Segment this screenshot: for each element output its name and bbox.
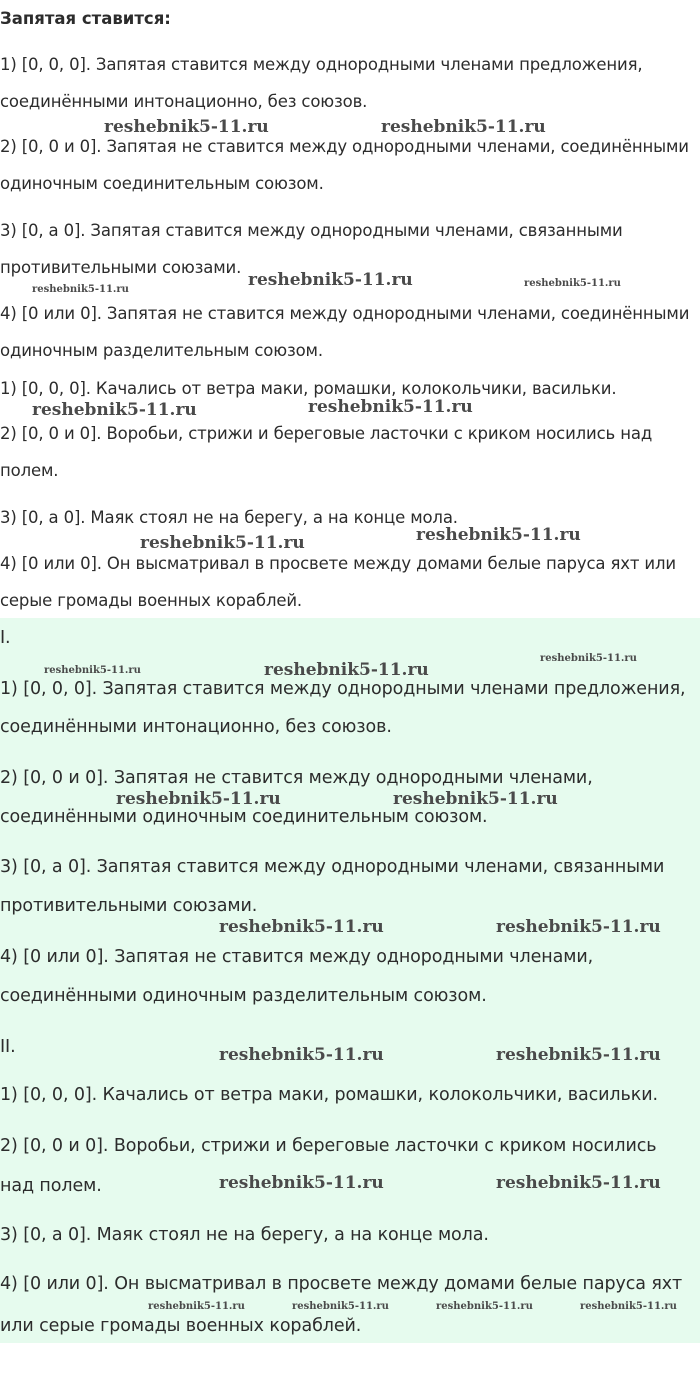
watermark: reshebnik5-11.ru <box>416 525 581 545</box>
rule-3-line-2: противительными союзами. <box>0 258 242 277</box>
watermark: reshebnik5-11.ru <box>148 1301 245 1312</box>
watermark: reshebnik5-11.ru <box>219 917 384 937</box>
watermark: reshebnik5-11.ru <box>393 789 558 809</box>
heading: Запятая ставится: <box>0 9 171 28</box>
answer-rule-3-line-2: противительными союзами. <box>0 896 258 916</box>
watermark: reshebnik5-11.ru <box>524 278 621 289</box>
watermark: reshebnik5-11.ru <box>381 117 546 137</box>
rule-2-line-1: 2) [0, 0 и 0]. Запятая не ставится между однородными членами, соединёнными <box>0 137 689 156</box>
answer-example-4-line-2: или серые громады военных кораблей. <box>0 1316 362 1336</box>
watermark: reshebnik5-11.ru <box>540 653 637 664</box>
answer-rule-1-line-1: 1) [0, 0, 0]. Запятая ставится между однородными членами предложения, <box>0 679 686 699</box>
answer-example-4-line-1: 4) [0 или 0]. Он высматривал в просвете между домами белые паруса яхт <box>0 1274 683 1294</box>
watermark: reshebnik5-11.ru <box>104 117 269 137</box>
watermark: reshebnik5-11.ru <box>436 1301 533 1312</box>
answer-rule-3-line-1: 3) [0, а 0]. Запятая ставится между однородными членами, связанными <box>0 857 665 877</box>
example-2-line-2: полем. <box>0 461 59 480</box>
watermark: reshebnik5-11.ru <box>32 400 197 420</box>
answer-rule-2-line-1: 2) [0, 0 и 0]. Запятая не ставится между однородными членами, <box>0 768 593 788</box>
watermark: reshebnik5-11.ru <box>219 1173 384 1193</box>
rule-3-line-1: 3) [0, а 0]. Запятая ставится между однородными членами, связанными <box>0 221 623 240</box>
answer-rule-2-line-2: соединёнными одиночным соединительным союзом. <box>0 807 488 827</box>
rule-1-line-1: 1) [0, 0, 0]. Запятая ставится между однородными членами предложения, <box>0 55 643 74</box>
example-3-line-1: 3) [0, а 0]. Маяк стоял не на берегу, а на конце мола. <box>0 508 458 527</box>
answer-rule-1-line-2: соединёнными интонационно, без союзов. <box>0 717 392 737</box>
watermark: reshebnik5-11.ru <box>308 397 473 417</box>
answer-example-3-line-1: 3) [0, а 0]. Маяк стоял не на берегу, а на конце мола. <box>0 1225 489 1245</box>
example-4-line-2: серые громады военных кораблей. <box>0 591 303 610</box>
watermark: reshebnik5-11.ru <box>248 270 413 290</box>
answer-rule-4-line-1: 4) [0 или 0]. Запятая не ставится между однородными членами, <box>0 947 594 967</box>
watermark: reshebnik5-11.ru <box>496 1045 661 1065</box>
watermark: reshebnik5-11.ru <box>44 665 141 676</box>
watermark: reshebnik5-11.ru <box>219 1045 384 1065</box>
answer-example-2-line-1: 2) [0, 0 и 0]. Воробьи, стрижи и береговые ласточки с криком носились <box>0 1136 657 1156</box>
section-label-ii: II. <box>0 1037 16 1057</box>
section-label-i: I. <box>0 628 11 648</box>
watermark: reshebnik5-11.ru <box>140 533 305 553</box>
watermark: reshebnik5-11.ru <box>264 660 429 680</box>
watermark: reshebnik5-11.ru <box>32 284 129 295</box>
watermark: reshebnik5-11.ru <box>580 1301 677 1312</box>
watermark: reshebnik5-11.ru <box>496 917 661 937</box>
watermark: reshebnik5-11.ru <box>292 1301 389 1312</box>
rule-4-line-2: одиночным разделительным союзом. <box>0 341 323 360</box>
answer-rule-4-line-2: соединёнными одиночным разделительным союзом. <box>0 986 487 1006</box>
example-2-line-1: 2) [0, 0 и 0]. Воробьи, стрижи и береговые ласточки с криком носились над <box>0 424 653 443</box>
watermark: reshebnik5-11.ru <box>496 1173 661 1193</box>
answer-example-2-line-2: над полем. <box>0 1176 102 1196</box>
watermark: reshebnik5-11.ru <box>116 789 281 809</box>
rule-4-line-1: 4) [0 или 0]. Запятая не ставится между однородными членами, соединёнными <box>0 304 690 323</box>
rule-2-line-2: одиночным соединительным союзом. <box>0 174 324 193</box>
answer-example-1-line-1: 1) [0, 0, 0]. Качались от ветра маки, ромашки, колокольчики, васильки. <box>0 1085 658 1105</box>
example-4-line-1: 4) [0 или 0]. Он высматривал в просвете между домами белые паруса яхт или <box>0 554 676 573</box>
rule-1-line-2: соединёнными интонационно, без союзов. <box>0 92 368 111</box>
example-1-line-1: 1) [0, 0, 0]. Качались от ветра маки, ромашки, колокольчики, васильки. <box>0 379 617 398</box>
